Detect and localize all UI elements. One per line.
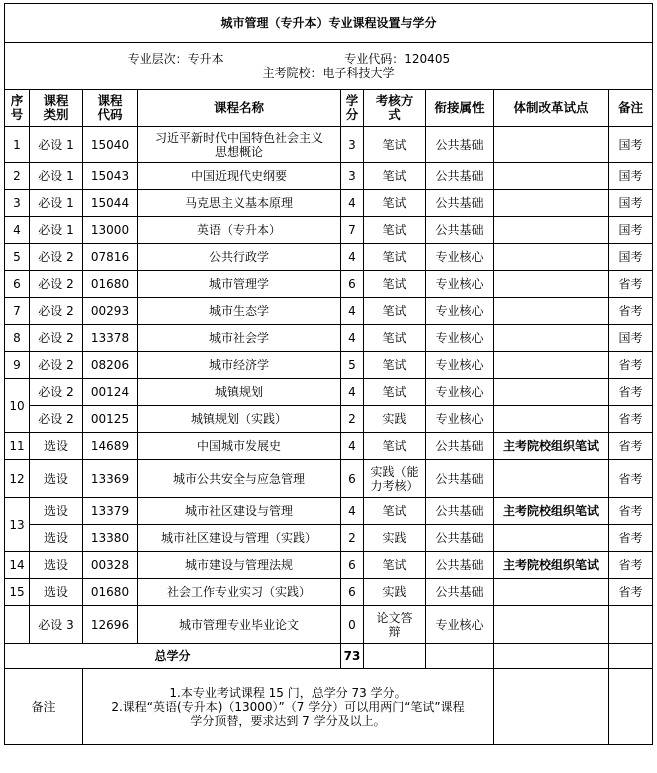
cell-category: 选设 bbox=[30, 552, 83, 579]
curriculum-table bbox=[4, 3, 653, 745]
cell-exam: 实践 bbox=[364, 579, 426, 606]
cell-name: 马克思主义基本原理 bbox=[138, 190, 341, 217]
table-row bbox=[5, 433, 653, 460]
cell-seq: 15 bbox=[5, 579, 30, 606]
cell-credit: 4 bbox=[341, 379, 364, 406]
cell-name: 城市管理学 bbox=[138, 271, 341, 298]
cell-remark: 省考 bbox=[609, 298, 653, 325]
header-code: 课程 代码 bbox=[83, 90, 138, 127]
cell-name: 城市社区建设与管理（实践） bbox=[138, 525, 341, 552]
cell-name: 习近平新时代中国特色社会主义 思想概论 bbox=[138, 127, 341, 163]
cell-pilot: 主考院校组织笔试 bbox=[494, 433, 609, 460]
cell-remark: 省考 bbox=[609, 460, 653, 498]
cell-attr: 专业核心 bbox=[426, 298, 494, 325]
cell-remark: 省考 bbox=[609, 433, 653, 460]
header-row bbox=[5, 90, 653, 127]
header-remark: 备注 bbox=[609, 90, 653, 127]
cell-pilot bbox=[494, 325, 609, 352]
cell-exam: 实践（能 力考核） bbox=[364, 460, 426, 498]
cell-category: 必设 1 bbox=[30, 163, 83, 190]
cell-code: 15043 bbox=[83, 163, 138, 190]
cell-credit: 2 bbox=[341, 406, 364, 433]
cell-seq: 9 bbox=[5, 352, 30, 379]
table-row bbox=[5, 606, 653, 644]
code-label: 专业代码： bbox=[344, 52, 405, 66]
total-row bbox=[5, 644, 653, 669]
cell-exam: 笔试 bbox=[364, 298, 426, 325]
cell-remark bbox=[609, 606, 653, 644]
cell-exam: 笔试 bbox=[364, 325, 426, 352]
cell-remark: 国考 bbox=[609, 163, 653, 190]
school-label: 主考院校： bbox=[262, 66, 323, 80]
cell-name: 城市社会学 bbox=[138, 325, 341, 352]
header-pilot: 体制改革试点 bbox=[494, 90, 609, 127]
cell-pilot bbox=[494, 379, 609, 406]
cell-credit: 4 bbox=[341, 325, 364, 352]
cell-exam: 笔试 bbox=[364, 552, 426, 579]
cell-seq: 12 bbox=[5, 460, 30, 498]
cell-attr: 专业核心 bbox=[426, 352, 494, 379]
page-title: 城市管理（专升本）专业课程设置与学分 bbox=[5, 4, 653, 43]
cell-category: 选设 bbox=[30, 460, 83, 498]
cell-seq: 10 bbox=[5, 379, 30, 433]
total-value: 73 bbox=[341, 644, 364, 669]
cell-remark: 省考 bbox=[609, 552, 653, 579]
cell-code: 01680 bbox=[83, 271, 138, 298]
note-line: 1.本专业考试课程 15 门，总学分 73 学分。 bbox=[169, 685, 407, 700]
cell-exam: 论文答 辩 bbox=[364, 606, 426, 644]
cell-seq: 13 bbox=[5, 498, 30, 552]
total-label: 总学分 bbox=[5, 644, 341, 669]
total-empty bbox=[426, 644, 494, 669]
cell-exam: 笔试 bbox=[364, 127, 426, 163]
table-row bbox=[5, 163, 653, 190]
cell-exam: 实践 bbox=[364, 525, 426, 552]
cell-category: 必设 2 bbox=[30, 352, 83, 379]
cell-code: 15044 bbox=[83, 190, 138, 217]
cell-pilot bbox=[494, 406, 609, 433]
notes-text bbox=[83, 669, 494, 745]
table-row bbox=[5, 190, 653, 217]
cell-pilot: 主考院校组织笔试 bbox=[494, 552, 609, 579]
cell-attr: 公共基础 bbox=[426, 217, 494, 244]
cell-credit: 2 bbox=[341, 525, 364, 552]
cell-credit: 7 bbox=[341, 217, 364, 244]
cell-credit: 3 bbox=[341, 163, 364, 190]
header-category: 课程 类别 bbox=[30, 90, 83, 127]
cell-category: 必设 1 bbox=[30, 217, 83, 244]
cell-code: 00125 bbox=[83, 406, 138, 433]
cell-credit: 6 bbox=[341, 460, 364, 498]
cell-code: 01680 bbox=[83, 579, 138, 606]
cell-credit: 6 bbox=[341, 271, 364, 298]
cell-name: 城市生态学 bbox=[138, 298, 341, 325]
cell-category: 必设 2 bbox=[30, 244, 83, 271]
total-empty bbox=[609, 644, 653, 669]
cell-seq: 6 bbox=[5, 271, 30, 298]
cell-remark: 省考 bbox=[609, 271, 653, 298]
cell-name: 城市经济学 bbox=[138, 352, 341, 379]
cell-exam: 笔试 bbox=[364, 379, 426, 406]
cell-code: 12696 bbox=[83, 606, 138, 644]
cell-category: 必设 2 bbox=[30, 325, 83, 352]
cell-seq: 8 bbox=[5, 325, 30, 352]
cell-seq: 1 bbox=[5, 127, 30, 163]
cell-seq: 14 bbox=[5, 552, 30, 579]
cell-credit: 3 bbox=[341, 127, 364, 163]
cell-code: 13369 bbox=[83, 460, 138, 498]
cell-category: 必设 1 bbox=[30, 190, 83, 217]
cell-exam: 笔试 bbox=[364, 163, 426, 190]
cell-category: 必设 2 bbox=[30, 271, 83, 298]
table-row bbox=[5, 460, 653, 498]
cell-name: 社会工作专业实习（实践） bbox=[138, 579, 341, 606]
cell-attr: 公共基础 bbox=[426, 163, 494, 190]
cell-code: 14689 bbox=[83, 433, 138, 460]
cell-pilot: 主考院校组织笔试 bbox=[494, 498, 609, 525]
cell-code: 00328 bbox=[83, 552, 138, 579]
cell-attr: 专业核心 bbox=[426, 271, 494, 298]
cell-code: 15040 bbox=[83, 127, 138, 163]
table-row bbox=[5, 271, 653, 298]
cell-remark: 国考 bbox=[609, 217, 653, 244]
cell-exam: 笔试 bbox=[364, 271, 426, 298]
cell-exam: 笔试 bbox=[364, 190, 426, 217]
cell-remark: 国考 bbox=[609, 244, 653, 271]
cell-category: 选设 bbox=[30, 433, 83, 460]
cell-attr: 专业核心 bbox=[426, 325, 494, 352]
cell-seq bbox=[5, 606, 30, 644]
header-exam: 考核方 式 bbox=[364, 90, 426, 127]
cell-pilot bbox=[494, 127, 609, 163]
cell-attr: 专业核心 bbox=[426, 379, 494, 406]
total-empty bbox=[494, 644, 609, 669]
program-info bbox=[5, 43, 653, 90]
cell-remark: 国考 bbox=[609, 190, 653, 217]
header-name: 课程名称 bbox=[138, 90, 341, 127]
cell-credit: 5 bbox=[341, 352, 364, 379]
notes-label: 备注 bbox=[5, 669, 83, 745]
cell-pilot bbox=[494, 579, 609, 606]
cell-name: 公共行政学 bbox=[138, 244, 341, 271]
cell-name: 英语（专升本） bbox=[138, 217, 341, 244]
cell-remark: 国考 bbox=[609, 325, 653, 352]
cell-attr: 公共基础 bbox=[426, 190, 494, 217]
cell-credit: 4 bbox=[341, 190, 364, 217]
cell-pilot bbox=[494, 298, 609, 325]
cell-name: 城市社区建设与管理 bbox=[138, 498, 341, 525]
table-row bbox=[5, 244, 653, 271]
cell-pilot bbox=[494, 190, 609, 217]
cell-remark: 省考 bbox=[609, 579, 653, 606]
cell-category: 必设 3 bbox=[30, 606, 83, 644]
cell-code: 00124 bbox=[83, 379, 138, 406]
cell-category: 选设 bbox=[30, 498, 83, 525]
cell-attr: 公共基础 bbox=[426, 579, 494, 606]
notes-empty bbox=[494, 669, 609, 745]
cell-pilot bbox=[494, 163, 609, 190]
table-row bbox=[5, 498, 653, 525]
cell-pilot bbox=[494, 352, 609, 379]
cell-pilot bbox=[494, 244, 609, 271]
cell-attr: 公共基础 bbox=[426, 525, 494, 552]
header-credit: 学 分 bbox=[341, 90, 364, 127]
notes-row bbox=[5, 669, 653, 745]
cell-credit: 4 bbox=[341, 244, 364, 271]
cell-exam: 笔试 bbox=[364, 433, 426, 460]
cell-name: 城镇规划 bbox=[138, 379, 341, 406]
cell-category: 选设 bbox=[30, 579, 83, 606]
level-label: 专业层次： bbox=[127, 52, 188, 66]
cell-credit: 6 bbox=[341, 579, 364, 606]
cell-remark: 省考 bbox=[609, 379, 653, 406]
cell-attr: 专业核心 bbox=[426, 406, 494, 433]
cell-category: 必设 2 bbox=[30, 379, 83, 406]
table-row bbox=[5, 552, 653, 579]
cell-code: 13380 bbox=[83, 525, 138, 552]
cell-name: 城市公共安全与应急管理 bbox=[138, 460, 341, 498]
cell-pilot bbox=[494, 525, 609, 552]
cell-seq: 3 bbox=[5, 190, 30, 217]
cell-seq: 5 bbox=[5, 244, 30, 271]
cell-pilot bbox=[494, 217, 609, 244]
cell-category: 必设 1 bbox=[30, 127, 83, 163]
table-row bbox=[5, 217, 653, 244]
cell-exam: 笔试 bbox=[364, 498, 426, 525]
cell-credit: 0 bbox=[341, 606, 364, 644]
cell-exam: 实践 bbox=[364, 406, 426, 433]
note-line: 学分顶替，要求达到 7 学分及以上。 bbox=[190, 713, 386, 728]
cell-pilot bbox=[494, 460, 609, 498]
cell-seq: 4 bbox=[5, 217, 30, 244]
cell-pilot bbox=[494, 606, 609, 644]
cell-exam: 笔试 bbox=[364, 244, 426, 271]
level-value: 专升本 bbox=[187, 52, 224, 66]
code-value: 120405 bbox=[404, 52, 451, 66]
cell-remark: 国考 bbox=[609, 127, 653, 163]
table-row bbox=[5, 379, 653, 406]
cell-name: 中国近现代史纲要 bbox=[138, 163, 341, 190]
cell-attr: 公共基础 bbox=[426, 460, 494, 498]
table-row bbox=[5, 325, 653, 352]
cell-seq: 2 bbox=[5, 163, 30, 190]
cell-credit: 4 bbox=[341, 298, 364, 325]
cell-attr: 公共基础 bbox=[426, 433, 494, 460]
cell-code: 13000 bbox=[83, 217, 138, 244]
cell-credit: 6 bbox=[341, 552, 364, 579]
header-seq: 序 号 bbox=[5, 90, 30, 127]
cell-attr: 专业核心 bbox=[426, 244, 494, 271]
cell-attr: 公共基础 bbox=[426, 127, 494, 163]
table-row bbox=[5, 579, 653, 606]
cell-code: 08206 bbox=[83, 352, 138, 379]
cell-seq: 7 bbox=[5, 298, 30, 325]
cell-code: 13378 bbox=[83, 325, 138, 352]
total-empty bbox=[364, 644, 426, 669]
cell-category: 必设 2 bbox=[30, 298, 83, 325]
table-row bbox=[5, 298, 653, 325]
cell-name: 中国城市发展史 bbox=[138, 433, 341, 460]
cell-attr: 专业核心 bbox=[426, 606, 494, 644]
cell-code: 07816 bbox=[83, 244, 138, 271]
table-row bbox=[5, 406, 653, 433]
cell-code: 13379 bbox=[83, 498, 138, 525]
header-attr: 衔接属性 bbox=[426, 90, 494, 127]
cell-remark: 省考 bbox=[609, 406, 653, 433]
cell-code: 00293 bbox=[83, 298, 138, 325]
cell-attr: 公共基础 bbox=[426, 552, 494, 579]
note-line: 2.课程“英语(专升本)（13000）”（7 学分）可以用两门“笔试”课程 bbox=[111, 699, 465, 714]
cell-category: 选设 bbox=[30, 525, 83, 552]
cell-credit: 4 bbox=[341, 433, 364, 460]
cell-pilot bbox=[494, 271, 609, 298]
school-value: 电子科技大学 bbox=[322, 66, 395, 80]
table-row bbox=[5, 127, 653, 163]
notes-empty bbox=[609, 669, 653, 745]
program-info-line-2 bbox=[7, 66, 650, 80]
cell-name: 城镇规划（实践） bbox=[138, 406, 341, 433]
cell-exam: 笔试 bbox=[364, 352, 426, 379]
cell-remark: 省考 bbox=[609, 525, 653, 552]
cell-remark: 省考 bbox=[609, 498, 653, 525]
cell-attr: 公共基础 bbox=[426, 498, 494, 525]
table-row bbox=[5, 525, 653, 552]
cell-exam: 笔试 bbox=[364, 217, 426, 244]
cell-name: 城市建设与管理法规 bbox=[138, 552, 341, 579]
cell-remark: 省考 bbox=[609, 352, 653, 379]
table-row bbox=[5, 352, 653, 379]
cell-name: 城市管理专业毕业论文 bbox=[138, 606, 341, 644]
cell-seq: 11 bbox=[5, 433, 30, 460]
cell-credit: 4 bbox=[341, 498, 364, 525]
cell-category: 必设 2 bbox=[30, 406, 83, 433]
program-info-line-1 bbox=[7, 52, 650, 66]
